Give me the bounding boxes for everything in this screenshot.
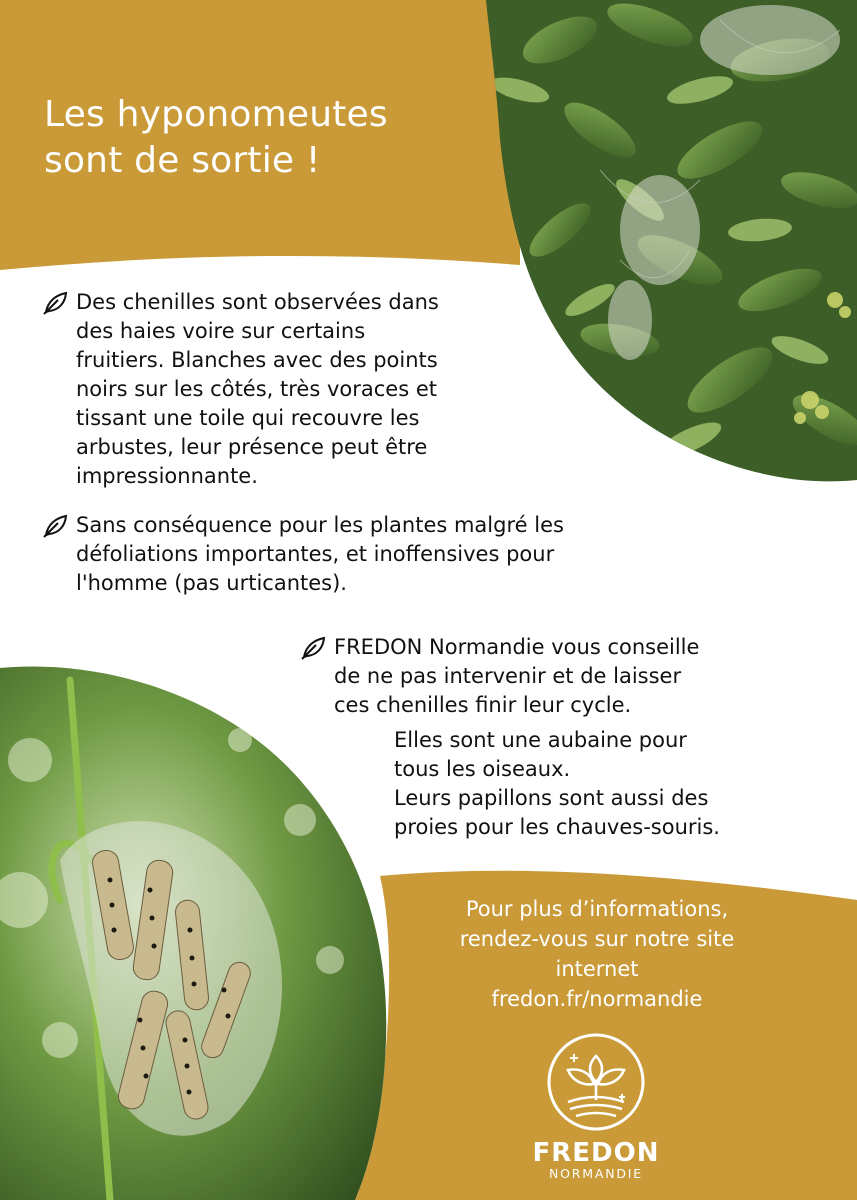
leaf-outline-icon <box>300 636 326 660</box>
note-line: tous les oiseaux. <box>394 757 571 781</box>
bullet-advice <box>334 633 699 720</box>
bullet-line: ces chenilles finir leur cycle. <box>334 693 632 717</box>
bullet-line: arbustes, leur présence peut être <box>76 435 428 459</box>
caterpillar-photo <box>0 660 400 1200</box>
website-link[interactable]: fredon.fr/normandie <box>491 987 703 1011</box>
logo-name: FREDON <box>532 1138 660 1168</box>
bullet-line: des haies voire sur certains <box>76 319 366 343</box>
bullet-line: de ne pas intervenir et de laisser <box>334 664 682 688</box>
bullet-line: fruitiers. Blanches avec des points <box>76 348 438 372</box>
bullet-line: Sans conséquence pour les plantes malgré les <box>76 513 564 537</box>
leaf-outline-icon <box>42 514 68 538</box>
bullet-line: noirs sur les côtés, très voraces et <box>76 377 437 401</box>
info-line: Pour plus d’informations, <box>465 897 729 921</box>
bullet-line: tissant une toile qui recouvre les <box>76 406 420 430</box>
fredon-logo <box>520 1030 672 1190</box>
page-title <box>44 92 484 184</box>
title-line: sont de sortie ! <box>44 140 321 181</box>
more-info-text <box>397 894 797 1014</box>
bullet-harmless <box>76 511 564 598</box>
bullet-line: FREDON Normandie vous conseille <box>334 635 700 659</box>
info-line: internet <box>555 957 639 981</box>
bullet-line: Des chenilles sont observées dans <box>76 290 439 314</box>
sprouting-plant-icon <box>544 1030 648 1136</box>
hedge-photo <box>480 0 857 490</box>
leaf-outline-icon <box>42 291 68 315</box>
bullet-line: l'homme (pas urticantes). <box>76 571 347 595</box>
note-line: Leurs papillons sont aussi des <box>394 786 709 810</box>
note-line: Elles sont une aubaine pour <box>394 728 687 752</box>
bullet-line: impressionnante. <box>76 464 258 488</box>
title-line: Les hyponomeutes <box>44 94 388 135</box>
birds-bats-note <box>394 726 720 842</box>
info-line: rendez-vous sur notre site <box>459 927 735 951</box>
bullet-line: défoliations importantes, et inoffensives pour <box>76 542 555 566</box>
logo-subtitle: NORMANDIE <box>549 1166 643 1181</box>
bullet-caterpillars-observed <box>76 288 439 491</box>
note-line: proies pour les chauves-souris. <box>394 815 720 839</box>
